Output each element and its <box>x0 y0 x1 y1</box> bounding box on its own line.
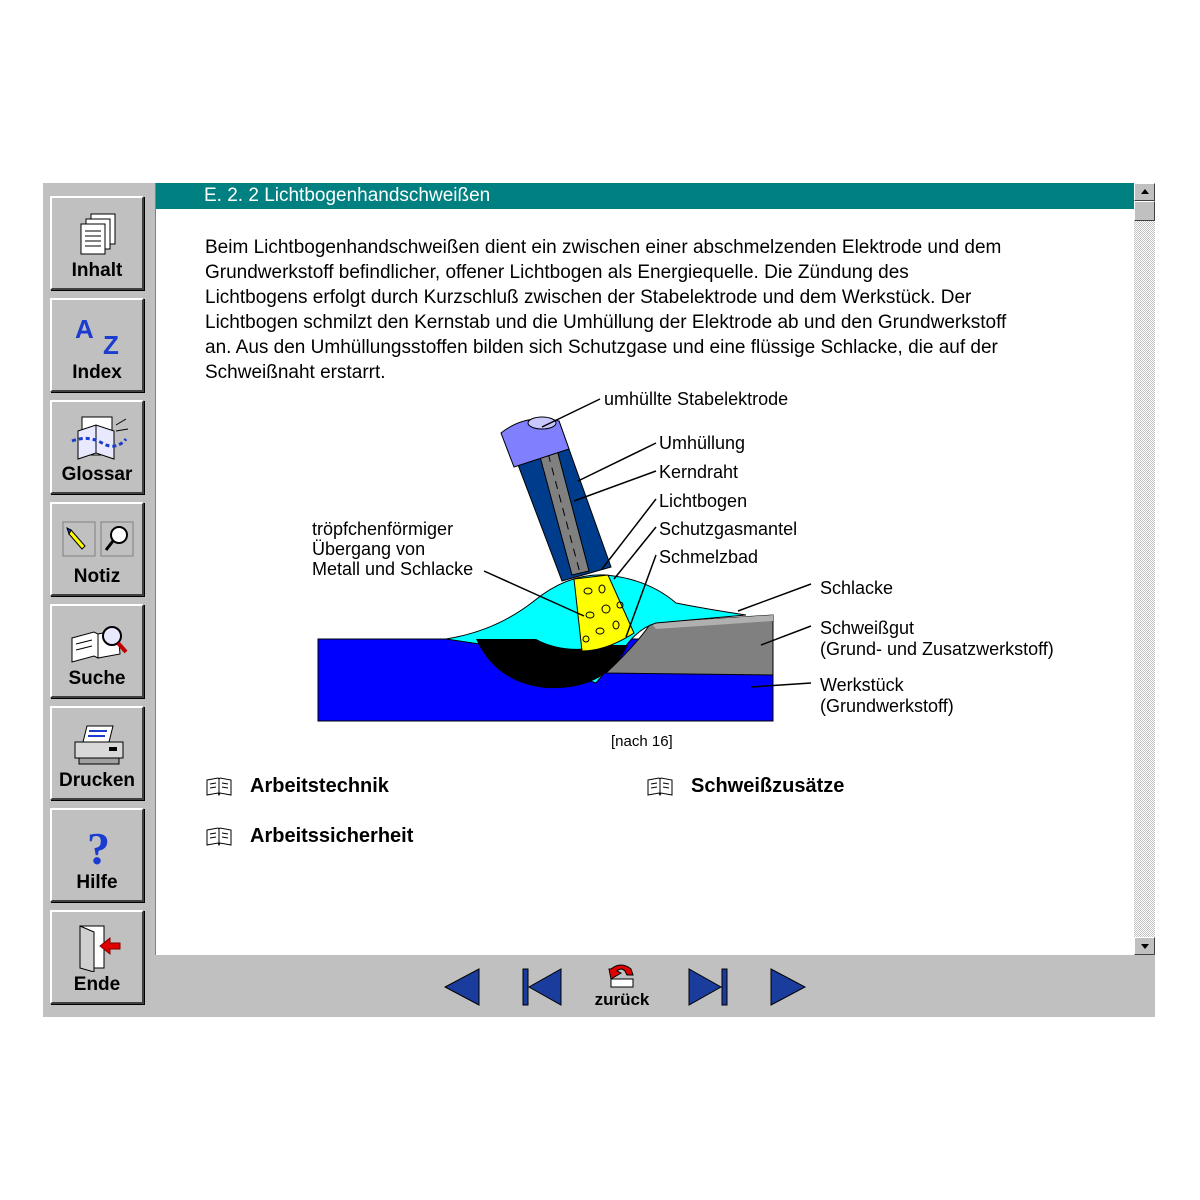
scroll-up-button[interactable] <box>1134 183 1155 201</box>
sidebar-item-label: Drucken <box>58 770 136 791</box>
sidebar-item-notiz[interactable] <box>50 502 144 596</box>
open-book-icon <box>206 777 232 797</box>
link-arbeitstechnik[interactable] <box>206 775 389 798</box>
previous-page-button[interactable] <box>441 965 483 1009</box>
sidebar-item-label: Inhalt <box>71 260 123 281</box>
arrow-down-icon <box>1135 938 1154 954</box>
label-schlacke: Schlacke <box>820 578 894 598</box>
intro-line: Schweißnaht erstarrt. <box>205 362 386 383</box>
book-magnifier-icon <box>52 614 146 670</box>
application-window <box>43 183 1155 1017</box>
printer-icon <box>52 716 146 772</box>
intro-paragraph <box>205 235 1085 385</box>
open-book-icon <box>206 827 232 847</box>
label-schweissgut-1: Schweißgut <box>820 618 915 638</box>
svg-text:A: A <box>75 314 94 344</box>
intro-line: an. Aus den Umhüllungsstoffen bilden sich Schutzgase und eine flüssige Schlacke, die auf der <box>205 337 998 358</box>
next-page-button[interactable] <box>767 965 809 1009</box>
svg-text:Z: Z <box>103 330 119 358</box>
label-schmelzbad: Schmelzbad <box>659 547 759 567</box>
skip-to-start-icon <box>521 965 565 1009</box>
content-pane <box>155 183 1134 955</box>
back-label: zurück <box>594 990 650 1009</box>
intro-line: Lichtbogen schmilzt den Kernstab und die Umhüllung der Elektrode ab und den Grundwerkstoff <box>205 312 1007 333</box>
label-lichtbogen: Lichtbogen <box>659 491 748 511</box>
label-werkstueck-1: Werkstück <box>820 675 904 695</box>
label-uebergang-3: Metall und Schlacke <box>312 559 474 579</box>
link-schweisszusaetze[interactable] <box>647 775 844 798</box>
intro-line: Beim Lichtbogenhandschweißen dient ein zwischen einer abschmelzenden Elektrode und dem <box>205 237 1002 258</box>
scroll-down-button[interactable] <box>1134 937 1155 955</box>
question-mark-icon <box>52 818 146 874</box>
glossary-book-icon <box>52 410 146 466</box>
figure-source: [nach 16] <box>611 733 673 750</box>
sidebar-item-index[interactable] <box>50 298 144 392</box>
scroll-track[interactable] <box>1134 201 1155 937</box>
sidebar-item-label: Suche <box>68 668 126 689</box>
link-arbeitssicherheit[interactable] <box>206 825 413 848</box>
bottom-navigation <box>155 955 1155 1017</box>
sidebar-item-label: Notiz <box>73 566 121 587</box>
arrow-right-icon <box>767 965 809 1009</box>
page-title: E. 2. 2 Lichtbogenhandschweißen <box>156 183 1134 209</box>
label-uebergang-1: tröpfchenförmiger <box>312 519 454 539</box>
vertical-scrollbar[interactable] <box>1134 183 1155 955</box>
label-kerndraht: Kerndraht <box>659 462 739 482</box>
scroll-thumb[interactable] <box>1134 201 1155 221</box>
sidebar-item-ende[interactable] <box>50 910 144 1004</box>
label-uebergang-2: Übergang von <box>312 539 426 559</box>
welding-diagram <box>306 383 1076 728</box>
sidebar-item-label: Glossar <box>61 464 133 485</box>
link-label: Schweißzusätze <box>691 775 845 797</box>
a-z-index-icon <box>52 308 146 364</box>
last-page-button[interactable] <box>685 965 729 1009</box>
sidebar-item-drucken[interactable] <box>50 706 144 800</box>
sidebar-item-hilfe[interactable] <box>50 808 144 902</box>
link-label: Arbeitstechnik <box>250 775 389 797</box>
label-schweissgut-2: (Grund- und Zusatzwerkstoff) <box>820 639 1054 659</box>
label-umhuellung: Umhüllung <box>659 433 746 453</box>
sidebar-item-label: Ende <box>73 974 121 995</box>
document-stack-icon <box>52 206 146 262</box>
exit-door-icon <box>52 920 146 976</box>
sidebar <box>43 183 153 1017</box>
undo-arrow-icon <box>591 961 653 991</box>
pen-magnifier-icon <box>52 512 146 568</box>
sidebar-item-glossar[interactable] <box>50 400 144 494</box>
sidebar-item-label: Hilfe <box>76 872 118 893</box>
sidebar-item-suche[interactable] <box>50 604 144 698</box>
intro-line: Lichtbogens erfolgt durch Kurzschluß zwischen der Stabelektrode und dem Werkstück. Der <box>205 287 972 308</box>
arrow-up-icon <box>1135 184 1154 200</box>
sidebar-item-inhalt[interactable] <box>50 196 144 290</box>
label-werkstueck-2: (Grundwerkstoff) <box>820 696 954 716</box>
skip-to-end-icon <box>685 965 729 1009</box>
first-page-button[interactable] <box>521 965 565 1009</box>
open-book-icon <box>647 777 673 797</box>
intro-line: Grundwerkstoff befindlicher, offener Lichtbogen als Energiequelle. Die Zündung des <box>205 262 909 283</box>
label-schutzgasmantel: Schutzgasmantel <box>659 519 798 539</box>
label-stabelektrode: umhüllte Stabelektrode <box>604 389 789 409</box>
link-label: Arbeitssicherheit <box>250 825 414 847</box>
sidebar-item-label: Index <box>72 362 122 383</box>
svg-text:?: ? <box>87 823 110 870</box>
back-button[interactable] <box>591 961 653 1013</box>
arrow-left-icon <box>441 965 483 1009</box>
